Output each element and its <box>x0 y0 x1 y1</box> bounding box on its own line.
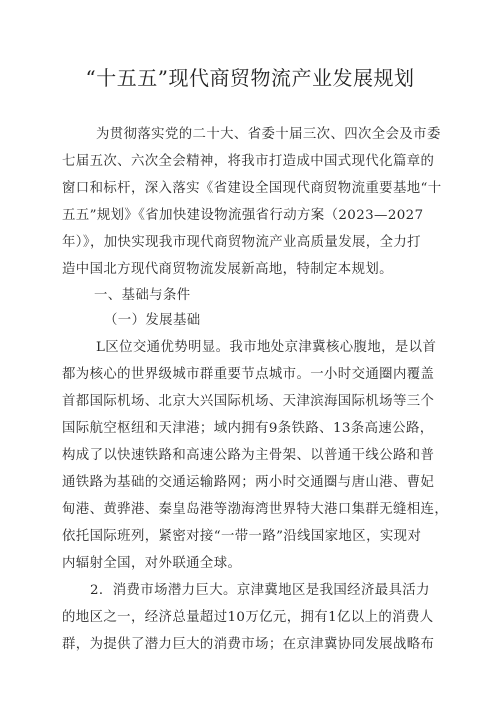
paragraph-line: 依托国际班列，紧密对接“一带一路”沿线国家地区，实现对 <box>62 529 422 544</box>
subsection-heading: （一）发展基础 <box>104 313 201 328</box>
paragraph-line: 窗口和标杆，深入落实《省建设全国现代商贸物流重要基地“十 <box>62 181 442 196</box>
paragraph-line: 国际航空枢纽和天津港；域内拥有9条铁路、13条高速公路， <box>62 421 434 436</box>
paragraph-line: 造中国北方现代商贸物流发展新高地，特制定本规划。 <box>62 262 393 277</box>
paragraph-line: 五五”规划》《省加快建设物流强省行动方案（2023—2027 <box>62 208 424 223</box>
paragraph-line: 为贯彻落实党的二十大、省委十届三次、四次全会及市委 <box>96 127 441 142</box>
paragraph-line: 2．消费市场潜力巨大。京津冀地区是我国经济最具活力 <box>90 583 430 598</box>
paragraph-line: 通铁路为基础的交通运输路网；两小时交通圈与唐山港、曹妃 <box>62 475 435 490</box>
section-heading: 一、基础与条件 <box>94 288 191 303</box>
paragraph-line: 内辐射全国，对外联通全球。 <box>62 556 242 571</box>
paragraph-line: 年）》，加快实现我市现代商贸物流产业高质量发展，全力打 <box>62 235 421 250</box>
paragraph-line: 七届五次、六次全会精神，将我市打造成中国式现代化篇章的 <box>62 154 435 169</box>
paragraph-line: 首都国际机场、北京大兴国际机场、天津滨海国际机场等三个 <box>62 394 435 409</box>
paragraph-line: L区位交通优势明显。我市地处京津冀核心腹地，是以首 <box>96 340 437 355</box>
paragraph-line: 都为核心的世界级城市群重要节点城市。一小时交通圈内覆盖 <box>62 367 435 382</box>
paragraph-line: 群，为提供了潜力巨大的消费市场；在京津冀协同发展战略布 <box>62 637 435 652</box>
paragraph-line: 构成了以快速铁路和高速公路为主骨架、以普通干线公路和普 <box>62 448 435 463</box>
paragraph-line: 甸港、黄骅港、秦皇岛港等渤海湾世界特大港口集群无缝相连， <box>62 502 449 517</box>
paragraph-line: 的地区之一，经济总量超过10万亿元，拥有1亿以上的消费人 <box>62 610 434 625</box>
document-title: “十五五”现代商贸物流产业发展规划 <box>85 66 415 90</box>
